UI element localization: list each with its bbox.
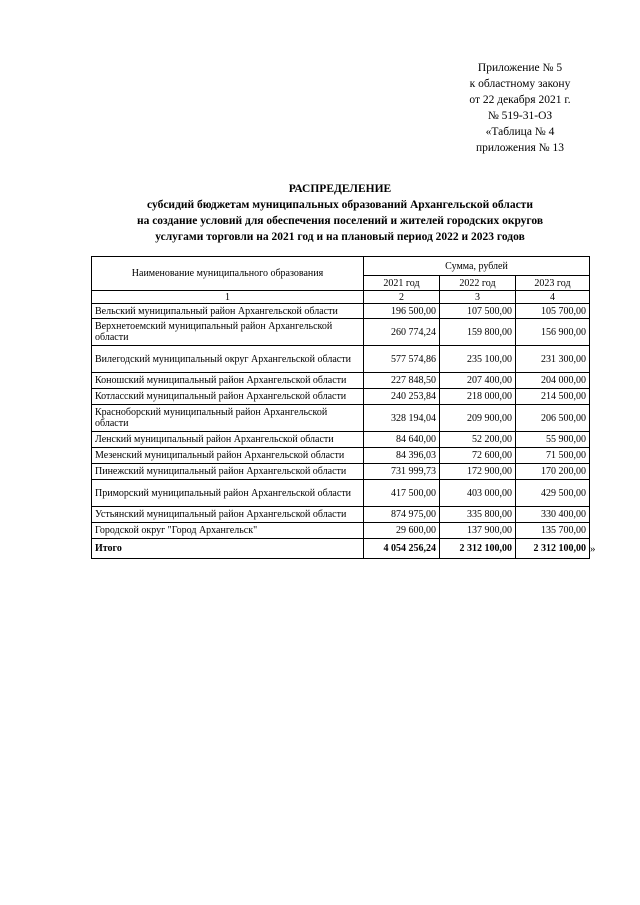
appendix-line: от 22 декабря 2021 г. bbox=[469, 94, 571, 106]
municipality-name: Устьянский муниципальный район Архангельской области bbox=[92, 507, 364, 523]
amount-2021: 196 500,00 bbox=[364, 304, 440, 319]
amount-2023: 105 700,00 bbox=[516, 304, 590, 319]
amount-2023: 231 300,00 bbox=[516, 346, 590, 373]
amount-2023: 206 500,00 bbox=[516, 405, 590, 432]
municipality-name: Коношский муниципальный район Архангельской области bbox=[92, 373, 364, 389]
table-row bbox=[92, 405, 590, 432]
total-row bbox=[92, 539, 590, 559]
municipality-name: Верхнетоемский муниципальный район Архангельской области bbox=[92, 319, 364, 346]
municipality-name: Ленский муниципальный район Архангельской области bbox=[92, 432, 364, 448]
amount-2023: 170 200,00 bbox=[516, 464, 590, 480]
column-number: 1 bbox=[92, 291, 364, 304]
amount-2022: 159 800,00 bbox=[440, 319, 516, 346]
amount-2021: 260 774,24 bbox=[364, 319, 440, 346]
title-line: услугами торговли на 2021 год и на плановый период 2022 и 2023 годов bbox=[155, 231, 525, 243]
amount-2022: 207 400,00 bbox=[440, 373, 516, 389]
amount-2022: 335 800,00 bbox=[440, 507, 516, 523]
amount-2021: 240 253,84 bbox=[364, 389, 440, 405]
municipality-name: Вельский муниципальный район Архангельской области bbox=[92, 304, 364, 319]
amount-2021: 84 396,03 bbox=[364, 448, 440, 464]
table-header-row bbox=[92, 257, 590, 276]
year-header: 2021 год bbox=[364, 276, 440, 291]
table-row bbox=[92, 523, 590, 539]
total-2022: 2 312 100,00 bbox=[440, 539, 516, 559]
title-line: РАСПРЕДЕЛЕНИЕ bbox=[288, 183, 392, 195]
year-header: 2022 год bbox=[440, 276, 516, 291]
total-2023: 2 312 100,00 bbox=[516, 539, 590, 559]
table-row bbox=[92, 448, 590, 464]
total-label: Итого bbox=[92, 539, 364, 559]
municipality-name: Приморский муниципальный район Архангельской области bbox=[92, 480, 364, 507]
table-row bbox=[92, 304, 590, 319]
table-body bbox=[92, 257, 590, 559]
amount-2022: 52 200,00 bbox=[440, 432, 516, 448]
column-number: 3 bbox=[440, 291, 516, 304]
total-2021: 4 054 256,24 bbox=[364, 539, 440, 559]
appendix-line: № 519-31-ОЗ bbox=[487, 110, 553, 122]
column-number: 4 bbox=[516, 291, 590, 304]
amount-2023: 55 900,00 bbox=[516, 432, 590, 448]
amount-2022: 72 600,00 bbox=[440, 448, 516, 464]
amount-2021: 29 600,00 bbox=[364, 523, 440, 539]
table-row bbox=[92, 432, 590, 448]
amount-2021: 874 975,00 bbox=[364, 507, 440, 523]
amount-2023: 330 400,00 bbox=[516, 507, 590, 523]
document-title bbox=[70, 181, 610, 245]
amount-2022: 137 900,00 bbox=[440, 523, 516, 539]
appendix-line: Приложение № 5 bbox=[477, 62, 563, 74]
amount-2023: 135 700,00 bbox=[516, 523, 590, 539]
amount-2021: 577 574,86 bbox=[364, 346, 440, 373]
appendix-header bbox=[420, 60, 620, 156]
amount-2022: 403 000,00 bbox=[440, 480, 516, 507]
appendix-line: «Таблица № 4 bbox=[485, 126, 555, 138]
amount-2022: 209 900,00 bbox=[440, 405, 516, 432]
amount-2023: 156 900,00 bbox=[516, 319, 590, 346]
amount-2022: 172 900,00 bbox=[440, 464, 516, 480]
table-row bbox=[92, 507, 590, 523]
amount-2023: 204 000,00 bbox=[516, 373, 590, 389]
amount-2023: 214 500,00 bbox=[516, 389, 590, 405]
table-row bbox=[92, 464, 590, 480]
amount-2023: 71 500,00 bbox=[516, 448, 590, 464]
closing-quote: » bbox=[590, 543, 596, 555]
amount-2021: 731 999,73 bbox=[364, 464, 440, 480]
municipality-name: Вилегодский муниципальный округ Архангельской области bbox=[92, 346, 364, 373]
title-line: на создание условий для обеспечения поселений и жителей городских округов bbox=[136, 215, 544, 227]
municipality-name: Пинежский муниципальный район Архангельской области bbox=[92, 464, 364, 480]
amount-2021: 227 848,50 bbox=[364, 373, 440, 389]
amount-2022: 218 000,00 bbox=[440, 389, 516, 405]
municipality-name: Городской округ "Город Архангельск" bbox=[92, 523, 364, 539]
amount-2022: 235 100,00 bbox=[440, 346, 516, 373]
table-row bbox=[92, 480, 590, 507]
table-row bbox=[92, 319, 590, 346]
amount-2021: 328 194,04 bbox=[364, 405, 440, 432]
municipality-name: Котласский муниципальный район Архангельской области bbox=[92, 389, 364, 405]
amount-2023: 429 500,00 bbox=[516, 480, 590, 507]
table-row bbox=[92, 373, 590, 389]
title-line: субсидий бюджетам муниципальных образований Архангельской области bbox=[147, 199, 533, 211]
amount-2021: 84 640,00 bbox=[364, 432, 440, 448]
table-row bbox=[92, 346, 590, 373]
year-header: 2023 год bbox=[516, 276, 590, 291]
column-number: 2 bbox=[364, 291, 440, 304]
distribution-table bbox=[91, 256, 590, 559]
municipality-name: Мезенский муниципальный район Архангельской области bbox=[92, 448, 364, 464]
name-column-header: Наименование муниципального образования bbox=[92, 257, 364, 291]
municipality-name: Красноборский муниципальный район Архангельской области bbox=[92, 405, 364, 432]
amount-2021: 417 500,00 bbox=[364, 480, 440, 507]
sum-column-header: Сумма, рублей bbox=[364, 257, 590, 276]
amount-2022: 107 500,00 bbox=[440, 304, 516, 319]
column-number-row bbox=[92, 291, 590, 304]
appendix-line: к областному закону bbox=[469, 78, 571, 90]
table-row bbox=[92, 389, 590, 405]
appendix-line: приложения № 13 bbox=[476, 142, 564, 154]
